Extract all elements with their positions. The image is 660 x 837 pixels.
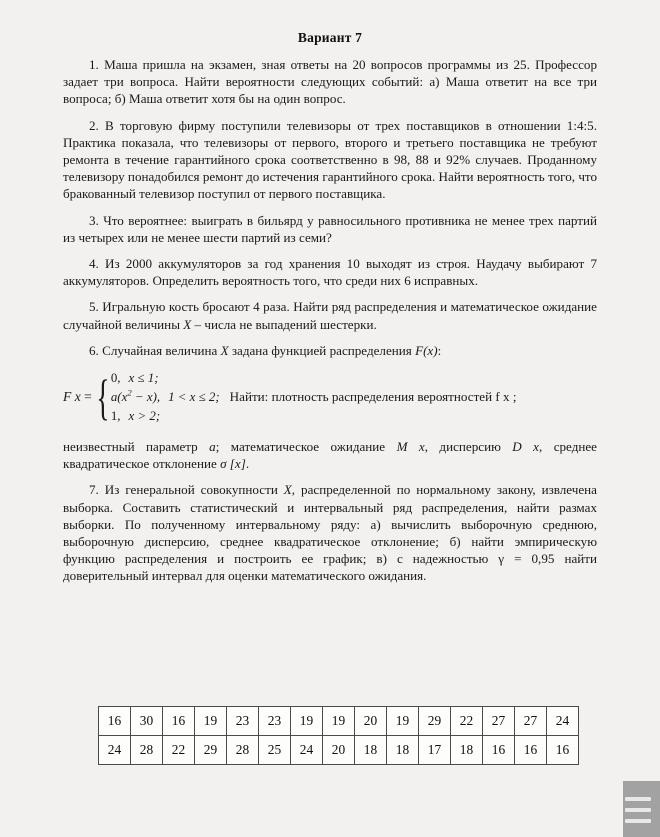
page-title: Вариант 7 <box>297 30 363 45</box>
problem-6-variable: X <box>220 342 229 358</box>
table-cell: 16 <box>515 736 547 765</box>
table-cell: 20 <box>323 736 355 765</box>
problem-5-text-b: – числа не выпадений шестерки. <box>191 316 377 332</box>
table-cell: 28 <box>131 736 163 765</box>
table-cell: 19 <box>387 707 419 736</box>
table-cell: 24 <box>291 736 323 765</box>
piecewise-formula <box>63 366 597 428</box>
formula-case-2-exponent: 2 <box>127 387 132 398</box>
problem-2: 2. В торговую фирму поступили телевизоры от трех поставщиков в отношении 1:4:5. Практика показала, что телевизоры от первого, второго и третьего поставщика не требуют ремонта в течение гарантийного срока соответственно в 98, 88 и 92% случаев. Проданному телевизору понадобился ремонт до истечения гарантийного срока. Найти вероятность того, что бракованный телевизор поступил от первого поставщика. <box>63 117 597 202</box>
problem-6-lead-b: задана функцией распределения <box>228 342 416 358</box>
formula-case-3-condition: x > 2; <box>128 409 161 424</box>
table-cell: 28 <box>227 736 259 765</box>
document-content <box>63 30 597 594</box>
problem-6-cont-e: . <box>245 456 250 472</box>
problem-6-cont-b: ; математическое ожидание <box>215 439 397 455</box>
formula-case-2-condition: 1 < x ≤ 2; <box>168 390 220 405</box>
table-cell: 27 <box>515 707 547 736</box>
formula-case-1-condition: x ≤ 1; <box>128 371 159 386</box>
formula-equals: = <box>84 389 92 405</box>
problem-5 <box>63 298 597 332</box>
formula-case-2-value <box>111 388 160 406</box>
problem-6-variance: D x <box>512 439 539 455</box>
corner-watermark-icon <box>614 781 660 837</box>
formula-left-side <box>63 389 95 405</box>
watermark-bar <box>625 819 651 823</box>
table-cell: 18 <box>451 736 483 765</box>
table-cell: 20 <box>355 707 387 736</box>
formula-case-3-value: 1, <box>110 409 121 424</box>
formula-case-2 <box>111 388 220 406</box>
formula-case-1 <box>111 369 220 387</box>
table-cell: 22 <box>451 707 483 736</box>
table-cell: 17 <box>419 736 451 765</box>
table-cell: 24 <box>547 707 579 736</box>
table-cell: 29 <box>195 736 227 765</box>
table-cell: 29 <box>419 707 451 736</box>
table-cell: 16 <box>99 707 131 736</box>
problem-7-text-a: 7. Из генеральной совокупности <box>89 482 284 498</box>
table-cell: 19 <box>291 707 323 736</box>
table-row <box>99 736 579 765</box>
formula-case-3 <box>111 407 220 425</box>
watermark-bar <box>625 808 651 812</box>
problem-7 <box>63 481 597 584</box>
problem-6-cont-d: , среднее квадратическое отклонение <box>63 439 597 472</box>
formula-tail-text: Найти: плотность распределения вероятностей f x ; <box>229 389 517 405</box>
table-cell: 16 <box>483 736 515 765</box>
table-cell: 22 <box>163 736 195 765</box>
problem-6-cont-c: , дисперсию <box>424 439 513 455</box>
problem-4: 4. Из 2000 аккумуляторов за год хранения 10 выходят из строя. Наудачу выбирают 7 аккумуляторов. Определить вероятность того, что среди них 6 исправных. <box>63 256 597 289</box>
problem-6-expectation: M x <box>396 439 425 455</box>
table-cell: 23 <box>227 707 259 736</box>
formula-F: F <box>63 389 72 405</box>
problem-7-variable: X <box>283 482 292 498</box>
problem-6-continuation <box>63 438 597 472</box>
problem-6-cont-a: неизвестный параметр <box>63 439 210 455</box>
problem-7-text-b: , распределенной по нормальному закону, извлечена выборка. Составить статистический и интервальный ряд распределения, найти размах выборки. По полученному интервальному ряду: а) вычислить выборочную среднюю, выборочную дисперсию, среднее квадратическое отклонение; б) найти эмпирическую функцию распределения и построить ее график; в) с надежностью γ = 0,95 найти доверительный интервал для оценки математического ожидания. <box>63 482 597 584</box>
table-cell: 16 <box>163 707 195 736</box>
problem-3: 3. Что вероятнее: выиграть в бильярд у равносильного противника не менее трех партий из четырех или не менее шести партий из семи? <box>63 212 597 245</box>
sample-data-table <box>98 706 579 765</box>
table-cell: 24 <box>99 736 131 765</box>
problem-1: 1. Маша пришла на экзамен, зная ответы на 20 вопросов программы из 25. Профессор задает три вопроса. Найти вероятности следующих событий: а) Маша ответит на все три вопроса; б) Маша ответит хотя бы на один вопрос. <box>63 57 597 107</box>
table-cell: 27 <box>483 707 515 736</box>
problem-6-lead-a: 6. Случайная величина <box>89 342 221 358</box>
table-cell: 25 <box>259 736 291 765</box>
problem-6-lead-c: : <box>437 342 442 358</box>
table-cell: 18 <box>387 736 419 765</box>
formula-case-2-base: a(x <box>110 390 128 405</box>
problem-6-function-label: F(x) <box>415 342 438 358</box>
sample-data-table-wrapper <box>98 706 579 765</box>
sample-data-table-body <box>99 707 579 765</box>
watermark-bar <box>625 797 651 801</box>
table-cell: 19 <box>323 707 355 736</box>
table-cell: 23 <box>259 707 291 736</box>
table-cell: 30 <box>131 707 163 736</box>
left-brace-icon: { <box>96 369 110 426</box>
table-row <box>99 707 579 736</box>
formula-x: x <box>74 389 81 405</box>
watermark-notch <box>614 781 623 837</box>
problem-6-std-deviation: σ [x] <box>220 456 246 472</box>
problem-6-param-a: a <box>209 439 216 455</box>
formula-case-2-rest: − x), <box>131 390 161 405</box>
problem-5-text-a: 5. Игральную кость бросают 4 раза. Найти ряд распределения и математическое ожидание случайной величины <box>63 299 597 332</box>
formula-case-1-value: 0, <box>110 371 121 386</box>
table-cell: 16 <box>547 736 579 765</box>
table-cell: 18 <box>355 736 387 765</box>
table-cell: 19 <box>195 707 227 736</box>
problem-5-variable: X <box>183 316 192 332</box>
formula-cases <box>109 369 220 425</box>
problem-6-lead <box>63 342 597 359</box>
